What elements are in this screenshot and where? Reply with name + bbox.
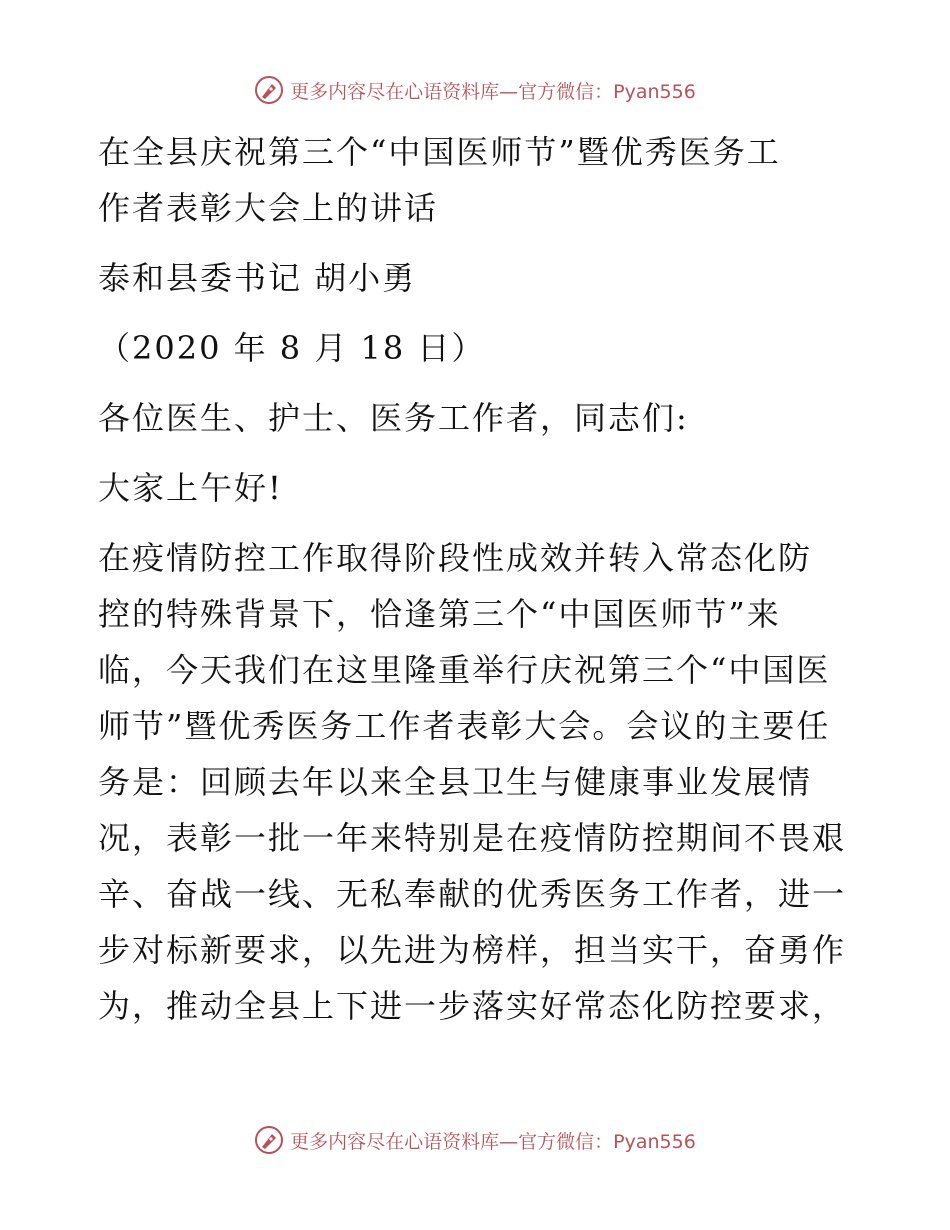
body-line: 为，推动全县上下进一步落实好常态化防控要求， <box>98 987 847 1025</box>
body-line: 控的特殊背景下，恰逢第三个“中国医师节”来 <box>98 595 781 633</box>
body-line: 临，今天我们在这里隆重举行庆祝第三个“中国医 <box>98 651 831 689</box>
body-line: 步对标新要求，以先进为榜样，担当实干，奋勇作 <box>98 931 847 969</box>
body-line: 在疫情防控工作取得阶段性成效并转入常态化防 <box>98 539 813 577</box>
title-line-2: 作者表彰大会上的讲话 <box>98 189 439 227</box>
date-line: （2020 年 8 月 18 日） <box>98 329 486 367</box>
pen-nib-logo-icon <box>254 75 284 105</box>
salutation: 各位医生、护士、医务工作者，同志们: <box>98 399 689 437</box>
body-line: 务是：回顾去年以来全县卫生与健康事业发展情 <box>98 763 813 801</box>
pen-nib-logo-icon <box>254 1125 284 1155</box>
body-line: 师节”暨优秀医务工作者表彰大会。会议的主要任 <box>98 707 831 745</box>
footer-watermark <box>0 1120 950 1160</box>
author-line: 泰和县委书记 胡小勇 <box>98 259 417 297</box>
watermark-text: 更多内容尽在心语资料库—官方微信：Pyan556 <box>290 1130 696 1153</box>
body-line: 辛、奋战一线、无私奉献的优秀医务工作者，进一 <box>98 875 847 913</box>
greeting: 大家上午好! <box>98 469 283 507</box>
body-line: 况，表彰一批一年来特别是在疫情防控期间不畏艰 <box>98 819 847 857</box>
title-line-1: 在全县庆祝第三个“中国医师节”暨优秀医务工 <box>98 133 781 171</box>
header-watermark <box>0 70 950 110</box>
document-body <box>98 124 858 1034</box>
watermark-text: 更多内容尽在心语资料库—官方微信：Pyan556 <box>290 80 696 103</box>
